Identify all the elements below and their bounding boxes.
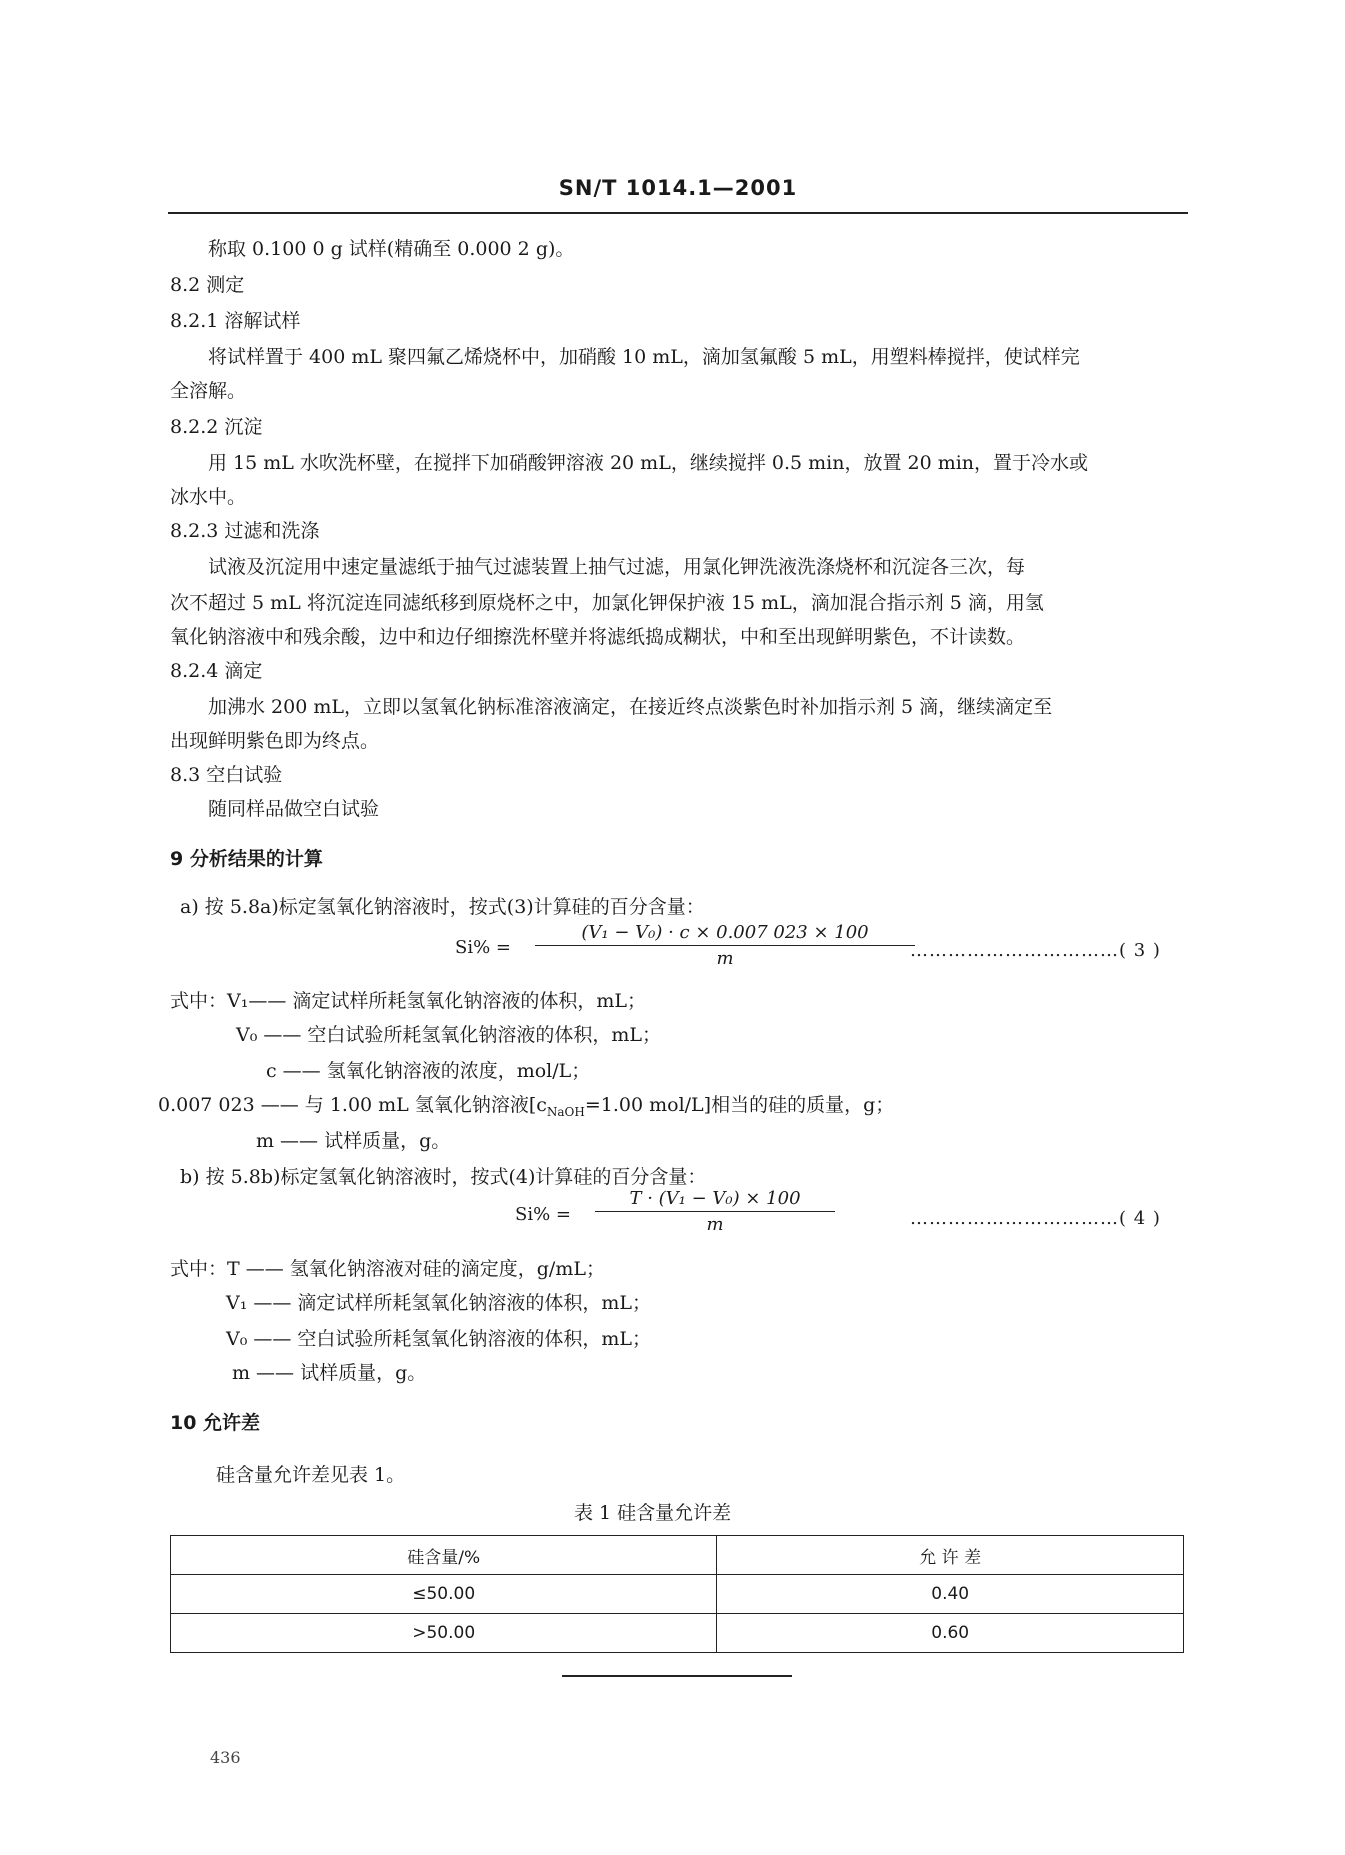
para-8-2-1-line1: 将试样置于 400 mL 聚四氟乙烯烧杯中，加硝酸 10 mL，滴加氢氟酸 5 mL，用塑料棒搅拌，使试样完 [208,346,1080,368]
formula-4-numerator: T · (V₁ − V₀) × 100 [595,1188,835,1212]
standard-header: SN/T 1014.1—2001 [168,176,1188,214]
para-8-3: 随同样品做空白试验 [208,798,380,820]
section-8-2-3-heading: 8.2.3 过滤和洗涤 [170,520,320,542]
where-m-b: m —— 试样质量，g。 [232,1362,427,1384]
formula-3-numerator: (V₁ − V₀) · c × 0.007 023 × 100 [535,922,915,946]
where-t: 式中：T —— 氢氧化钠溶液对硅的滴定度，g/mL； [170,1258,605,1280]
para-8-2-4-line1: 加沸水 200 mL，立即以氢氧化钠标准溶液滴定，在接近终点淡紫色时补加指示剂 5 滴，继续滴定至 [208,696,1053,718]
section-8-2-heading: 8.2 测定 [170,274,245,296]
where-constant-sub: NaOH [546,1104,585,1119]
where-v0: V₀ —— 空白试验所耗氢氧化钠溶液的体积，mL； [236,1024,662,1046]
where-c: c —— 氢氧化钠溶液的浓度，mol/L； [266,1060,591,1082]
formula-4-fraction [595,1188,835,1235]
para-10: 硅含量允许差见表 1。 [216,1464,406,1486]
para-9b: b) 按 5.8b)标定氢氧化钠溶液时，按式(4)计算硅的百分含量： [180,1166,707,1188]
table-header-tolerance: 允 许 差 [717,1536,1184,1575]
para-8-2-2-line1: 用 15 mL 水吹洗杯壁，在搅拌下加硝酸钾溶液 20 mL，继续搅拌 0.5 min，放置 20 min，置于冷水或 [208,452,1089,474]
formula-4-denominator: m [706,1214,724,1235]
where-constant-text-a: 0.007 023 —— 与 1.00 mL 氢氧化钠溶液[c [158,1094,547,1116]
section-10-heading: 10 允许差 [170,1412,261,1434]
formula-3-fraction [535,922,915,969]
table-cell: 0.60 [717,1614,1184,1653]
formula-3-denominator: m [716,948,734,969]
para-9a: a) 按 5.8a)标定氢氧化钠溶液时，按式(3)计算硅的百分含量： [180,896,705,918]
where-v1-b: V₁ —— 滴定试样所耗氢氧化钠溶液的体积，mL； [226,1292,652,1314]
para-8-2-2-line2: 冰水中。 [170,486,247,508]
table-row [171,1575,1184,1614]
sample-weigh-line: 称取 0.100 0 g 试样(精确至 0.000 2 g)。 [208,238,575,260]
section-8-2-2-heading: 8.2.2 沉淀 [170,416,263,438]
page-number: 436 [210,1748,241,1767]
formula-4-number: ……………………………( 4 ) [910,1208,1161,1229]
end-separator [562,1675,792,1677]
section-8-3-heading: 8.3 空白试验 [170,764,283,786]
para-8-2-3-line2: 次不超过 5 mL 将沉淀连同滤纸移到原烧杯之中，加氯化钾保护液 15 mL，滴加混合指示剂 5 滴，用氢 [170,592,1044,614]
table-header-row [171,1536,1184,1575]
tolerance-table [170,1535,1184,1653]
formula-3-lhs: Si% = [455,937,511,958]
table-1-title: 表 1 硅含量允许差 [574,1502,732,1524]
table-row [171,1614,1184,1653]
table-cell: >50.00 [171,1614,717,1653]
para-8-2-3-line1: 试液及沉淀用中速定量滤纸于抽气过滤装置上抽气过滤，用氯化钾洗液洗涤烧杯和沉淀各三次，每 [208,556,1026,578]
para-8-2-1-line2: 全溶解。 [170,380,247,402]
table-header-silicon: 硅含量/% [171,1536,717,1575]
where-m: m —— 试样质量，g。 [256,1130,451,1152]
where-constant [158,1092,894,1125]
para-8-2-3-line3: 氧化钠溶液中和残余酸，边中和边仔细擦洗杯壁并将滤纸捣成糊状，中和至出现鲜明紫色，不计读数。 [170,626,1026,648]
where-v0-b: V₀ —— 空白试验所耗氢氧化钠溶液的体积，mL； [226,1328,652,1350]
where-v1: 式中：V₁—— 滴定试样所耗氢氧化钠溶液的体积，mL； [170,990,647,1012]
formula-4-lhs: Si% = [515,1204,571,1225]
table-cell: 0.40 [717,1575,1184,1614]
table-cell: ≤50.00 [171,1575,717,1614]
section-8-2-4-heading: 8.2.4 滴定 [170,660,263,682]
where-constant-text-b: =1.00 mol/L]相当的硅的质量，g； [584,1094,895,1116]
para-8-2-4-line2: 出现鲜明紫色即为终点。 [170,730,380,752]
section-8-2-1-heading: 8.2.1 溶解试样 [170,310,301,332]
formula-3-number: ……………………………( 3 ) [910,940,1161,961]
section-9-heading: 9 分析结果的计算 [170,848,323,870]
